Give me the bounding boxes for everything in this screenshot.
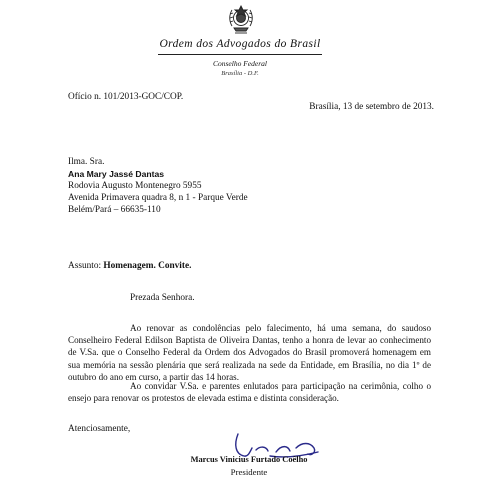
subject-value: Homenagem. Convite. [103,261,192,271]
signer-title: Presidente [230,467,268,477]
signer-name: Marcus Vinicius Furtado Coêlho [190,455,308,464]
recipient-block [68,156,248,216]
recipient-address-line-3: Belém/Pará – 66635-110 [68,205,161,215]
letterhead-divider [158,54,322,55]
body-paragraph-2: Ao convidar V.Sa. e parentes enlutados para participação na cerimônia, colho o ensejo para renovar os protestos de elevada estima e distinta consideração. [68,381,431,404]
closing: Atenciosamente, [68,424,131,434]
recipient-address-line-1: Rodovia Augusto Montenegro 5955 [68,181,202,191]
document-reference: Ofício n. 101/2013-GOC/COP. [68,92,184,102]
subject-line [68,260,191,272]
letterhead-city: Brasília - D.F. [221,70,259,77]
document-date: Brasília, 13 de setembro de 2013. [309,102,434,112]
recipient-name: Ana Mary Jassé Dantas [68,169,165,179]
recipient-salutation: Ilma. Sra. [68,157,105,167]
subject-label: Assunto: [68,261,102,271]
recipient-address-line-2: Avenida Primavera quadra 8, n 1 - Parque Verde [68,193,248,203]
coat-of-arms-icon [226,4,256,36]
organization-name: Ordem dos Advogados do Brasil [159,38,321,50]
body-paragraph-1: Ao renovar as condolências pelo falecimento, há uma semana, do saudoso Conselheiro Federal Edilson Baptista de Oliveira Dantas, tenho a honra de levar ao conhecimento de V.Sa. que o Conselho Federal da Ordem dos Advogados do Brasil promoverá homenagem em sua memória na sessão plenária que será realizada na sede da Entidade, em Brasília, no dia 1º de outubro do ano em curso, a partir das 14 horas. [68,323,431,382]
council-name: Conselho Federal [213,59,267,68]
greeting: Prezada Senhora. [130,293,195,303]
